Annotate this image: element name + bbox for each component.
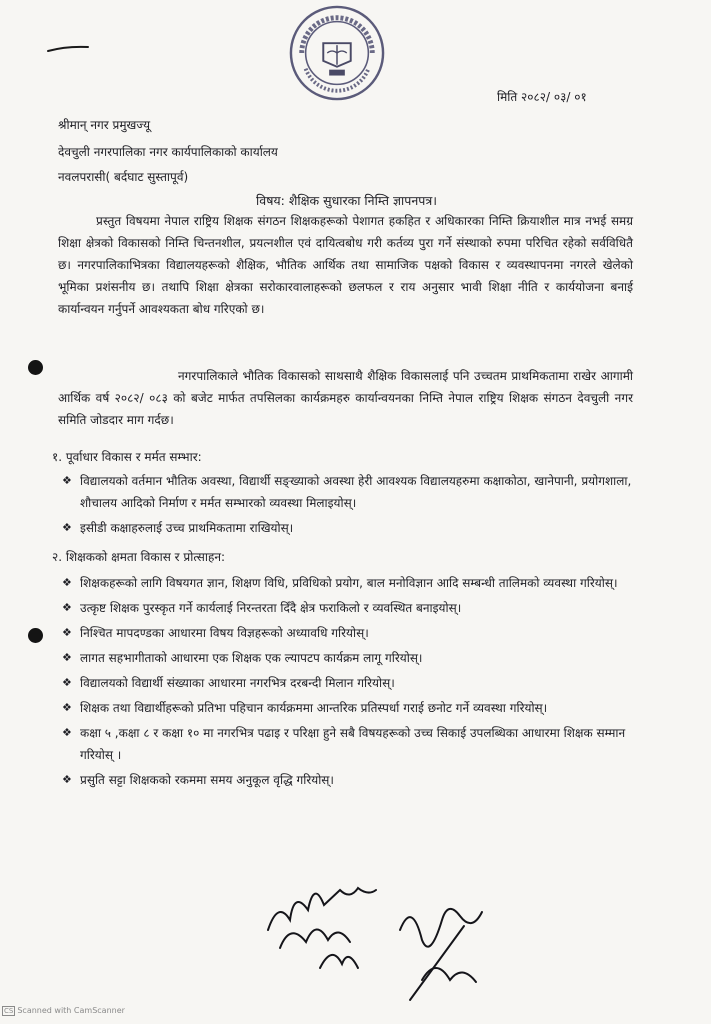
- diamond-bullet-icon: ❖: [62, 576, 72, 589]
- list-item: ❖ विद्यालयको वर्तमान भौतिक अवस्था, विद्यार्थी सङ्ख्याको अवस्था हेरी आवश्यक विद्यालयहरुमा कक्षाकोठा, खानेपानी, प्रयोगशाला, शौचालय आदिको निर्माण र मर्मत सम्भारको व्यवस्था मिलाइयोस्।: [62, 470, 632, 514]
- list-item: ❖ लागत सहभागीताको आधारमा एक शिक्षक एक ल्यापटप कार्यक्रम लागू गरियोस्।: [62, 647, 632, 669]
- punch-hole-icon: [28, 628, 43, 643]
- recipient-line-3: नवलपरासी( बर्दघाट सुस्तापूर्व): [58, 170, 189, 184]
- diamond-bullet-icon: ❖: [62, 773, 72, 786]
- diamond-bullet-icon: ❖: [62, 601, 72, 614]
- list-item: ❖ शिक्षकहरूको लागि विषयगत ज्ञान, शिक्षण विधि, प्रविधिको प्रयोग, बाल मनोविज्ञान आदि सम्बन्धी तालिमको व्यवस्था गरियोस्।: [62, 572, 632, 594]
- diamond-bullet-icon: ❖: [62, 701, 72, 714]
- camscanner-badge: CS: [4, 1007, 14, 1015]
- subject-line: विषय: शैक्षिक सुधारका निम्ति ज्ञापनपत्र।: [256, 193, 438, 208]
- recipient-line-1: श्रीमान् नगर प्रमुखज्यू: [58, 118, 151, 132]
- list-item: ❖ निश्चित मापदण्डका आधारमा विषय विज्ञहरूको अध्यावधि गरियोस्।: [62, 622, 632, 644]
- organization-seal: [288, 4, 386, 102]
- scanner-text: Scanned with CamScanner: [17, 1006, 125, 1015]
- list-item: ❖ इसीडी कक्षाहरुलाई उच्च प्राथमिकतामा राखियोस्।: [62, 517, 632, 539]
- recipient-line-2: देवचुली नगरपालिका नगर कार्यपालिकाको कार्यालय: [58, 145, 278, 159]
- diamond-bullet-icon: ❖: [62, 626, 72, 639]
- diamond-bullet-icon: ❖: [62, 651, 72, 664]
- section-heading-infrastructure: १. पूर्वाधार विकास र मर्मत सम्भार:: [52, 450, 202, 464]
- punch-hole-icon: [28, 360, 43, 375]
- pen-stroke-mark: [46, 44, 90, 54]
- handwritten-signature: [250, 860, 490, 1010]
- intro-paragraph: प्रस्तुत विषयमा नेपाल राष्ट्रिय शिक्षक संगठन शिक्षकहरूको पेशागत हकहित र अधिकारका निम्ति क्रियाशील मात्र नभई समग्र शिक्षा क्षेत्रको विकासको निम्ति चिन्तनशील, प्रयत्नशील एवं दायित्वबोध गरी कर्तव्य पुरा गर्ने संस्थाको रुपमा परिचित रहेको सर्वविधितै छ। नगरपालिकाभित्रका विद्यालयहरूको शैक्षिक, भौतिक आर्थिक तथा सामाजिक पक्षको विकास र व्यवस्थापनमा नगरले खेलेको भूमिका प्रशंसनीय छ। तथापि शिक्षा क्षेत्रका सरोकारवालाहरूको छलफल र राय अनुसार भावी शिक्षा नीति र कार्ययोजना बनाई कार्यान्वयन गर्नुपर्ने आवश्यकता बोध गरिएको छ।: [58, 214, 633, 316]
- list-item: ❖ कक्षा ५ ,कक्षा ८ र कक्षा १० मा नगरभित्र पढाइ र परिक्षा हुने सबै विषयहरूको उच्च सिकाई उपलब्धिका आधारमा शिक्षक सम्मान गरियोस् ।: [62, 722, 632, 766]
- diamond-bullet-icon: ❖: [62, 726, 72, 739]
- date-line: मिति २०८२/ ०३/ ०१: [497, 90, 587, 104]
- list-item: ❖ प्रसुति सट्टा शिक्षकको रकममा समय अनुकूल वृद्धि गरियोस्।: [62, 769, 632, 791]
- list-item: ❖ उत्कृष्ट शिक्षक पुरस्कृत गर्ने कार्यलाई निरन्तरता दिँदै क्षेत्र फराकिलो र व्यवस्थित बनाइयोस्।: [62, 597, 632, 619]
- list-item: ❖ शिक्षक तथा विद्यार्थीहरूको प्रतिभा पहिचान कार्यक्रममा आन्तरिक प्रतिस्पर्धा गराई छनोट गर्ने व्यवस्था गरियोस्।: [62, 697, 632, 719]
- section-heading-teacher-capacity: २. शिक्षकको क्षमता विकास र प्रोत्साहन:: [52, 550, 226, 564]
- diamond-bullet-icon: ❖: [62, 676, 72, 689]
- diamond-bullet-icon: ❖: [62, 521, 72, 534]
- scanner-watermark: [2, 1006, 125, 1015]
- demand-paragraph: नगरपालिकाले भौतिक विकासको साथसाथै शैक्षिक विकासलाई पनि उच्चतम प्राथमिकतामा राखेर आगामी आर्थिक वर्ष २०८२/ ०८३ को बजेट मार्फत तपसिलका कार्यक्रमहरु कार्यान्वयनका निम्ति नेपाल राष्ट्रिय शिक्षक संगठन देवचुली नगर समिति जोडदार माग गर्दछ।: [58, 369, 633, 427]
- list-item: ❖ विद्यालयको विद्यार्थी संख्याका आधारमा नगरभित्र दरबन्दी मिलान गरियोस्।: [62, 672, 632, 694]
- diamond-bullet-icon: ❖: [62, 474, 72, 487]
- teacher-capacity-list: [62, 572, 632, 794]
- infrastructure-list: [62, 470, 632, 542]
